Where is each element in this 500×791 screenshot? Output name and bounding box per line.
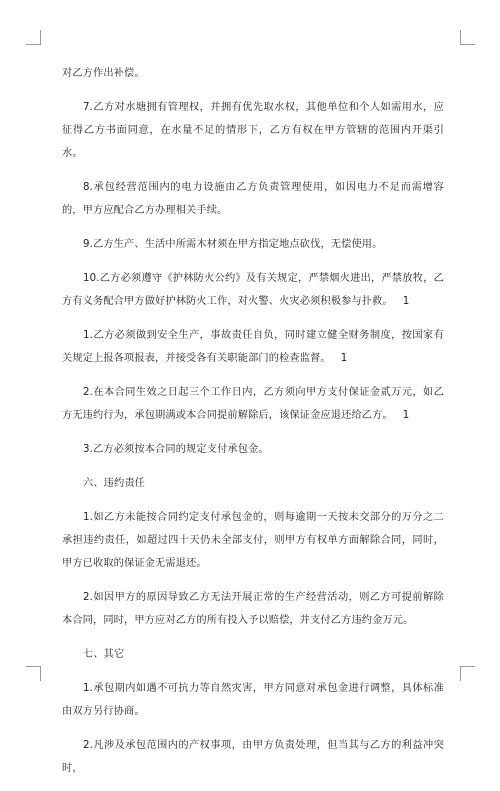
paragraph: 8.承包经营范围内的电力设施由乙方负责管理使用，如因电力不足而需增容的，甲方应配合乙方办理相关手续。 bbox=[62, 182, 444, 216]
crop-mark-top-right bbox=[460, 30, 475, 45]
paragraph: 1.如乙方未能按合同约定支付承包金的，则每逾期一天按未交部分的万分之二承担违约责任，如超过四十天仍未全部支付，则甲方有权单方面解除合同，同时，甲方已收取的保证金无需退还。 bbox=[62, 512, 444, 569]
crop-mark-bottom-right bbox=[460, 666, 475, 681]
document-body bbox=[62, 62, 444, 791]
crop-mark-bottom-left bbox=[26, 666, 41, 681]
footnote-mark: 1 bbox=[340, 353, 348, 364]
paragraph: 2.凡涉及承包范围内的产权事项，由甲方负责处理，但当其与乙方的利益冲突时， bbox=[62, 740, 444, 774]
footnote-mark: 1 bbox=[402, 410, 410, 421]
section-heading: 七、其它 bbox=[83, 649, 125, 660]
paragraph: 9.乙方生产、生活中所需木材须在甲方指定地点砍伐，无偿使用。 bbox=[83, 239, 383, 250]
paragraph: 2.在本合同生效之日起三个工作日内，乙方须向甲方支付保证金贰万元，如乙方无违约行为，承包期满或本合同提前解除后，该保证金应退还给乙方。 1 bbox=[62, 387, 444, 421]
paragraph: 10.乙方必须遵守《护林防火公约》及有关规定，严禁烟火进出，严禁放牧，乙方有义务配合甲方做好护林防火工作，对火警、火灾必须积极参与扑救。 1 bbox=[62, 273, 444, 307]
paragraph: 1.乙方必须做到安全生产，事故责任自负，同时建立健全财务制度，按国家有关规定上报各项报表，并接受各有关职能部门的检查监督。 1 bbox=[62, 330, 444, 364]
section-heading: 六、违约责任 bbox=[83, 478, 146, 489]
footnote-mark: 1 bbox=[402, 296, 410, 307]
paragraph: 7.乙方对水塘拥有管理权，并拥有优先取水权，其他单位和个人如需用水，应征得乙方书面同意，在水量不足的情形下，乙方有权在甲方管辖的范围内开渠引水。 bbox=[62, 102, 444, 159]
paragraph: 1.承包期内如遇不可抗力等自然灾害，甲方同意对承包金进行调整，具体标准由双方另行协商。 bbox=[62, 683, 444, 717]
paragraph: 对乙方作出补偿。 bbox=[62, 68, 145, 79]
crop-mark-top-left bbox=[26, 30, 41, 45]
paragraph: 3.乙方必须按本合同的规定支付承包金。 bbox=[83, 444, 269, 455]
paragraph: 2.如因甲方的原因导致乙方无法开展正常的生产经营活动，则乙方可提前解除本合同，同时，甲方应对乙方的所有投入予以赔偿，并支付乙方违约金万元。 bbox=[62, 592, 444, 626]
